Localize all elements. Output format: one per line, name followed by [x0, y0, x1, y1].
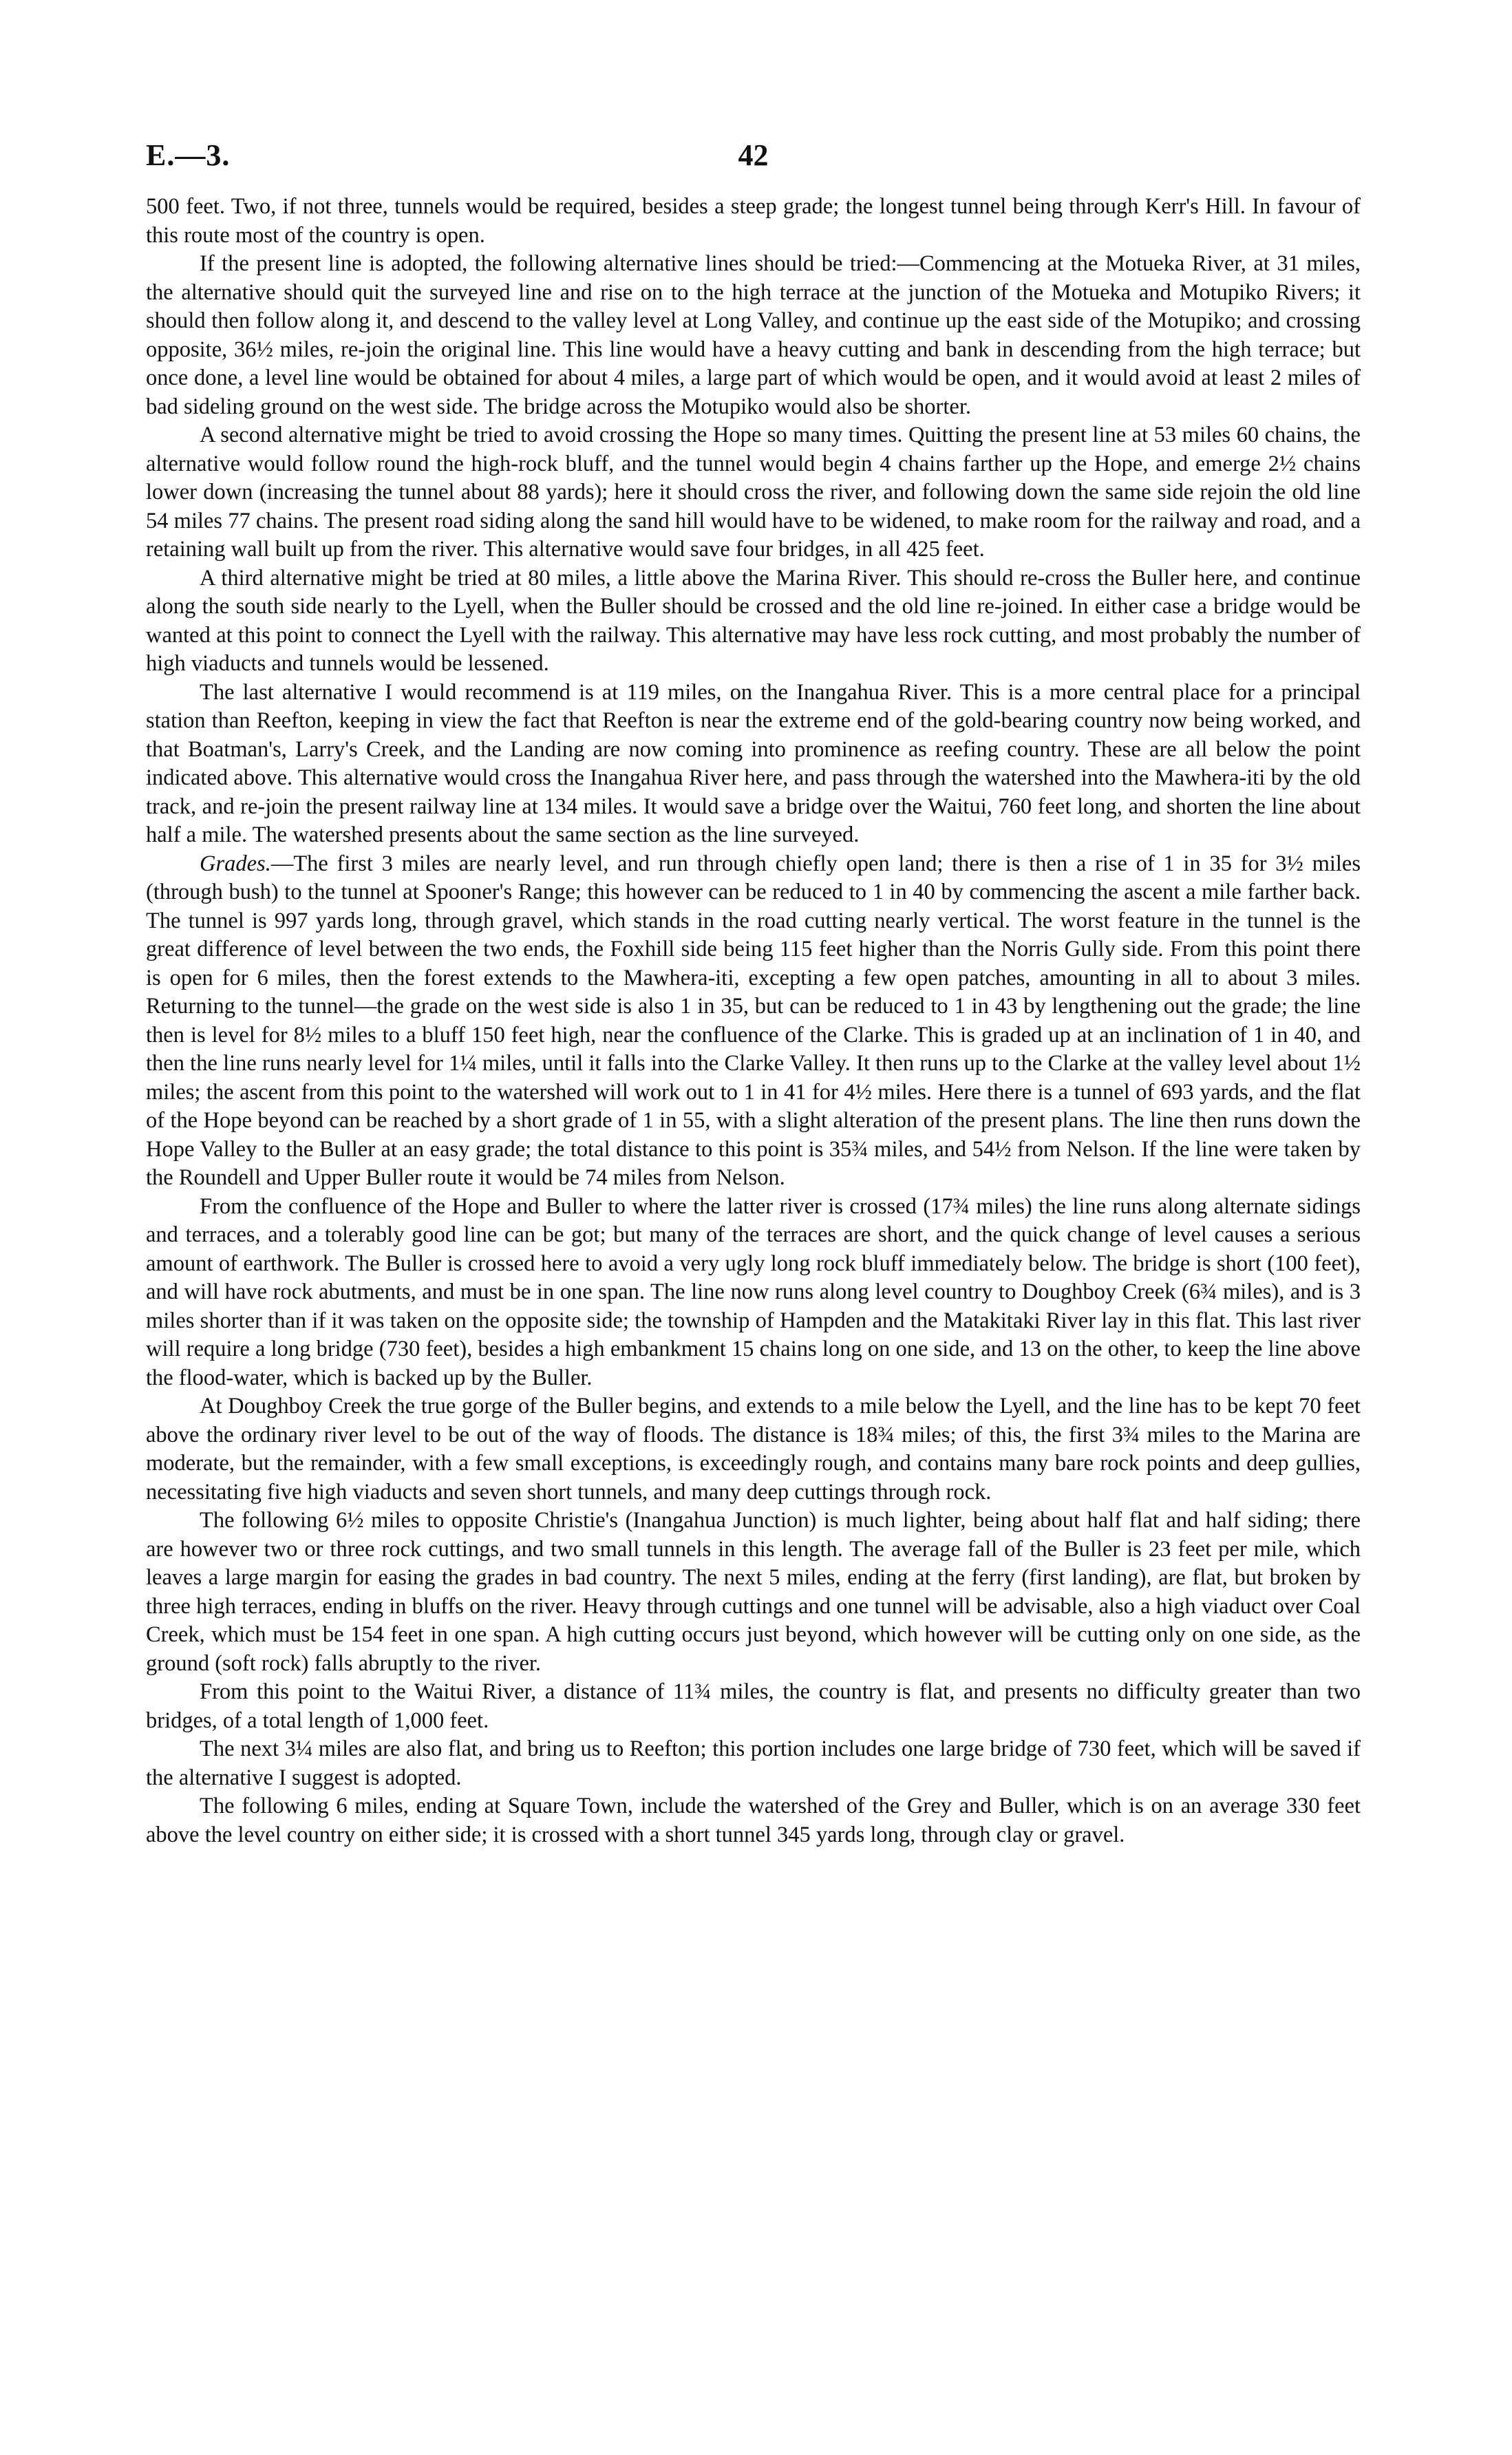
paragraph-doughboy-creek: At Doughboy Creek the true gorge of the Buller begins, and extends to a mile below the Lyell, and the line has to be kept 70 feet above the ordinary river level to be out of the way of floods. The distance is 18¾ miles; of this, the first 3¾ miles to the Marina are moderate, but the remainder, with a few small exceptions, is exceedingly rough, and contains many bare rock points and deep gullies, necessitating five high viaducts and seven short tunnels, and many deep cuttings through rock.	[146, 1394, 1361, 1505]
paragraph-hope-buller-confluence: From the confluence of the Hope and Buller to where the latter river is crossed (17¾ miles) the line runs along alternate sidings and terraces, and a tolerably good line can be got; but many of the terraces are short, and the quick change of level causes a serious amount of earthwork. The Buller is crossed here to avoid a very ugly long rock bluff immediately below. The bridge is short (100 feet), and will have rock abutments, and must be in one span. The line now runs along level country to Doughboy Creek (6¾ miles), and is 3 miles shorter than if it was taken on the opposite side; the township of Hampden and the Matakitaki River lay in this flat. This last river will require a long bridge (730 feet), besides a high embankment 15 chains long on one side, and 13 on the other, to keep the line above the flood-water, which is backed up by the Buller.	[146, 1193, 1361, 1390]
paragraph-second-alternative: A second alternative might be tried to avoid crossing the Hope so many times. Quitting the present line at 53 miles 60 chains, the alternative would follow round the high-rock bluff, and the tunnel would begin 4 chains farther up the Hope, and emerge 2½ chains lower down (increasing the tunnel about 88 yards); here it should cross the river, and following down the same side rejoin the old line 54 miles 77 chains. The present road siding along the sand hill would have to be widened, to make room for the railway and road, and a retaining wall built up from the river. This alternative would save four bridges, in all 425 feet.	[146, 423, 1361, 562]
paragraph-square-town: The following 6 miles, ending at Square Town, include the watershed of the Grey and Buller, which is on an average 330 feet above the level country on either side; it is crossed with a short tunnel 345 yards long, through clay or gravel.	[146, 1794, 1361, 1847]
page-number: 42	[738, 138, 769, 172]
paragraph-waitui-river: From this point to the Waitui River, a distance of 11¾ miles, the country is flat, and presents no difficulty greater than two bridges, of a total length of 1,000 feet.	[146, 1679, 1361, 1733]
paragraph-last-alternative: The last alternative I would recommend is at 119 miles, on the Inangahua River. This is a more central place for a principal station than Reefton, keeping in view the fact that Reefton is near the extreme end of the gold-bearing country now being worked, and that Boatman's, Larry's Creek, and the Landing are now coming into prominence as reefing country. These are all below the point indicated above. This alternative would cross the Inangahua River here, and pass through the watershed into the Mawhera-iti by the old track, and re-join the present railway line at 134 miles. It would save a bridge over the Waitui, 760 feet long, and shorten the line about half a mile. The watershed presents about the same section as the line surveyed.	[146, 679, 1361, 847]
document-page	[146, 138, 1361, 1849]
page-header	[146, 138, 1361, 193]
paragraph-reefton: The next 3¼ miles are also flat, and bring us to Reefton; this portion includes one large bridge of 730 feet, which will be saved if the alternative I suggest is adopted.	[146, 1736, 1361, 1790]
grades-text: —The first 3 miles are nearly level, and run through chiefly open land; there is then a rise of 1 in 35 for 3½ miles (through bush) to the tunnel at Spooner's Range; this however can be reduced to 1 in 40 by commencing the ascent a mile farther back. The tunnel is 997 yards long, through gravel, which stands in the road cutting nearly vertical. The worst feature in the tunnel is the great difference of level between the two ends, the Foxhill side being 115 feet higher than the Norris Gully side. From this point there is open for 6 miles, then the forest extends to the Mawhera-iti, excepting a few open patches, amounting in all to about 3 miles. Returning to the tunnel—the grade on the west side is also 1 in 35, but can be reduced to 1 in 43 by lengthening out the grade; the line then is level for 8½ miles to a bluff 150 feet high, near the confluence of the Clarke. This is graded up at an inclination of 1 in 40, and then the line runs nearly level for 1¼ miles, until it falls into the Clarke Valley. It then runs up to the Clarke at the valley level about 1½ miles; the ascent from this point to the watershed will work out to 1 in 41 for 4½ miles. Here there is a tunnel of 693 yards, and the flat of the Hope beyond can be reached by a short grade of 1 in 55, with a slight alteration of the present plans. The line then runs down the Hope Valley to the Buller at an easy grade; the total distance to this point is 35¾ miles, and 54½ from Nelson. If the line were taken by the Roundell and Upper Buller route it would be 74 miles from Nelson.	[146, 851, 1361, 1190]
paragraph-grades	[146, 850, 1361, 1193]
paragraph-inangahua-junction: The following 6½ miles to opposite Christie's (Inangahua Junction) is much lighter, being about half flat and half siding; there are however two or three rock cuttings, and two small tunnels in this length. The average fall of the Buller is 23 feet per mile, which leaves a large margin for easing the grades in bad country. The next 5 miles, ending at the ferry (first landing), are flat, but broken by three high terraces, ending in bluffs on the river. Heavy through cuttings and one tunnel will be advisable, also a high viaduct over Coal Creek, which must be 154 feet in one span. A high cutting occurs just beyond, which however will be cutting only on one side, as the ground (soft rock) falls abruptly to the river.	[146, 1508, 1361, 1676]
document-body	[146, 193, 1361, 1849]
grades-heading: Grades.	[200, 851, 271, 876]
paragraph-continuation: 500 feet. Two, if not three, tunnels would be required, besides a steep grade; the longest tunnel being through Kerr's Hill. In favour of this route most of the country is open.	[146, 194, 1361, 248]
paragraph-first-alternative: If the present line is adopted, the following alternative lines should be tried:—Commencing at the Motueka River, at 31 miles, the alternative should quit the surveyed line and rise on to the high terrace at the junction of the Motueka and Motupiko Rivers; it should then follow along it, and descend to the valley level at Long Valley, and continue up the east side of the Motupiko; and crossing opposite, 36½ miles, re-join the original line. This line would have a heavy cutting and bank in descending from the high terrace; but once done, a level line would be obtained for about 4 miles, a large part of which would be open, and it would avoid at least 2 miles of bad sideling ground on the west side. The bridge across the Motupiko would also be shorter.	[146, 251, 1361, 419]
report-reference: E.—3.	[146, 138, 231, 172]
paragraph-third-alternative: A third alternative might be tried at 80 miles, a little above the Marina River. This should re-cross the Buller here, and continue along the south side nearly to the Lyell, when the Buller should be crossed and the old line re-joined. In either case a bridge would be wanted at this point to connect the Lyell with the railway. This alternative may have less rock cutting, and most probably the number of high viaducts and tunnels would be lessened.	[146, 565, 1361, 676]
